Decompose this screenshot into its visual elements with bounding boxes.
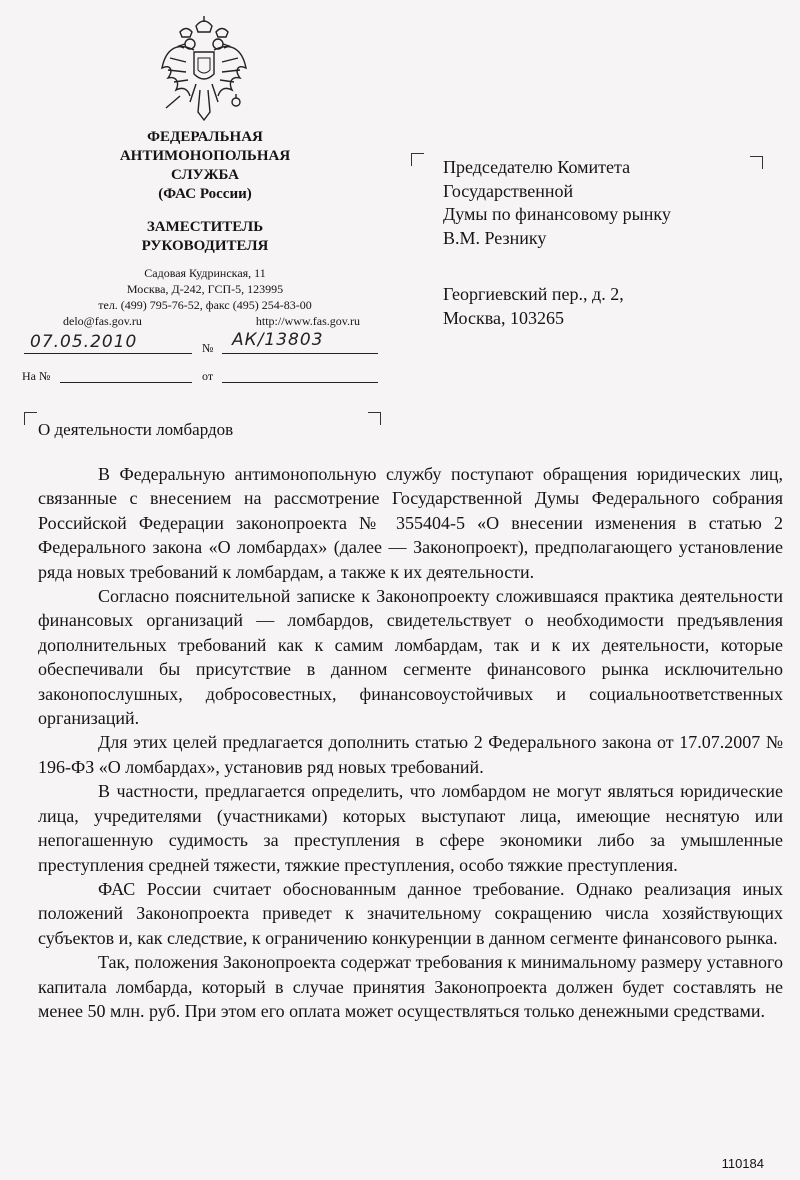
- addressee-line: Думы по финансовому рынку: [443, 204, 671, 224]
- body-paragraph: В Федеральную антимонопольную службу поступают обращения юридических лиц, связанные с внесением на рассмотрение Государственной Думы Федерального собрания Российской Федерации законопроекта № 355404-5 «О внесении изменения в статью 2 Федерального закона «О ломбардах» (далее — Законопроект), предполагающего установление ряда новых требований к ломбардам, а также к их деятельности.: [38, 464, 783, 582]
- body-paragraph: Для этих целей предлагается дополнить статью 2 Федерального закона от 17.07.2007 № 196-ФЗ «О ломбардах», установив ряд новых требований.: [38, 732, 783, 777]
- ref-number-underline: [60, 382, 192, 383]
- addressee-line: В.М. Резнику: [443, 227, 547, 248]
- letter-subject: О деятельности ломбардов: [38, 420, 234, 439]
- agency-line: ФЕДЕРАЛЬНАЯ: [147, 129, 263, 145]
- agency-contacts: [30, 265, 380, 329]
- date-underline: [24, 353, 192, 354]
- letter-body: [38, 462, 783, 1023]
- addressee-block: [443, 156, 773, 250]
- agency-website: http://www.fas.gov.ru: [255, 314, 360, 328]
- addressee-line: Государственной: [443, 180, 574, 201]
- agency-line: СЛУЖБА: [170, 167, 240, 183]
- body-paragraph: Так, положения Законопроекта содержат требования к минимальному размеру уставного капитала ломбарда, который в случае принятия Законопроекта должен будет составлять не менее 50 млн. руб. При этом его оплата может осуществляться только денежными средствами.: [38, 952, 783, 1021]
- registration-number: АК/13803: [232, 330, 324, 350]
- addressee-corner-left: [411, 153, 424, 166]
- body-paragraph: Согласно пояснительной записке к Законопроекту сложившаяся практика деятельности финансовых организаций — ломбардов, свидетельствует о необходимости предъявления дополнительных требований как к самим ломбардам, так и к их деятельности, которые обеспечивали бы присутствие в данном сегменте финансового рынка исключительно законопослушных, добросовестных, финансовоустойчивых и социальноответственных организаций.: [38, 586, 783, 729]
- from-underline: [222, 382, 378, 383]
- body-paragraph: В частности, предлагается определить, что ломбардом не могут являться юридические лица, учредителями (участниками) которых выступают лица, имеющие неснятую или непогашенную судимость за преступления в сфере экономики либо за умышленные преступления средней тяжести, тяжкие преступления, особо тяжкие преступления.: [38, 781, 783, 875]
- body-paragraph: ФАС России считает обоснованным данное требование. Однако реализация иных положений Законопроекта приведет к значительному сокращению числа хозяйствующих субъектов и, как следствие, к ограничению конкуренции в данном сегменте финансового рынка.: [38, 878, 783, 948]
- address-line: Георгиевский пер., д. 2,: [443, 284, 624, 304]
- document-number: 110184: [721, 1156, 764, 1171]
- registration-date: 07.05.2010: [30, 332, 138, 352]
- agency-phone: тел. (499) 795-76-52, факс (495) 254-83-00: [98, 298, 312, 312]
- agency-line: (ФАС России): [158, 186, 252, 202]
- coat-of-arms-emblem: [156, 12, 252, 124]
- addressee-line: Председателю Комитета: [443, 157, 631, 177]
- agency-street: Садовая Кудринская, 11: [144, 266, 266, 280]
- agency-name: [70, 128, 340, 204]
- subject-corner-left: [24, 412, 37, 425]
- ref-number-label: На №: [22, 369, 51, 383]
- subject-corner-right: [368, 412, 381, 425]
- addressee-address: [443, 282, 624, 330]
- from-label: от: [202, 369, 214, 383]
- agency-city: Москва, Д-242, ГСП-5, 123995: [126, 282, 284, 296]
- number-underline: [222, 353, 378, 354]
- agency-line: АНТИМОНОПОЛЬНАЯ: [119, 148, 291, 164]
- address-line: Москва, 103265: [443, 308, 564, 328]
- number-label: №: [202, 341, 214, 355]
- agency-email: delo@fas.gov.ru: [63, 314, 142, 328]
- role-line: РУКОВОДИТЕЛЯ: [141, 238, 269, 254]
- signatory-role: [70, 218, 340, 256]
- role-line: ЗАМЕСТИТЕЛЬ: [146, 219, 264, 235]
